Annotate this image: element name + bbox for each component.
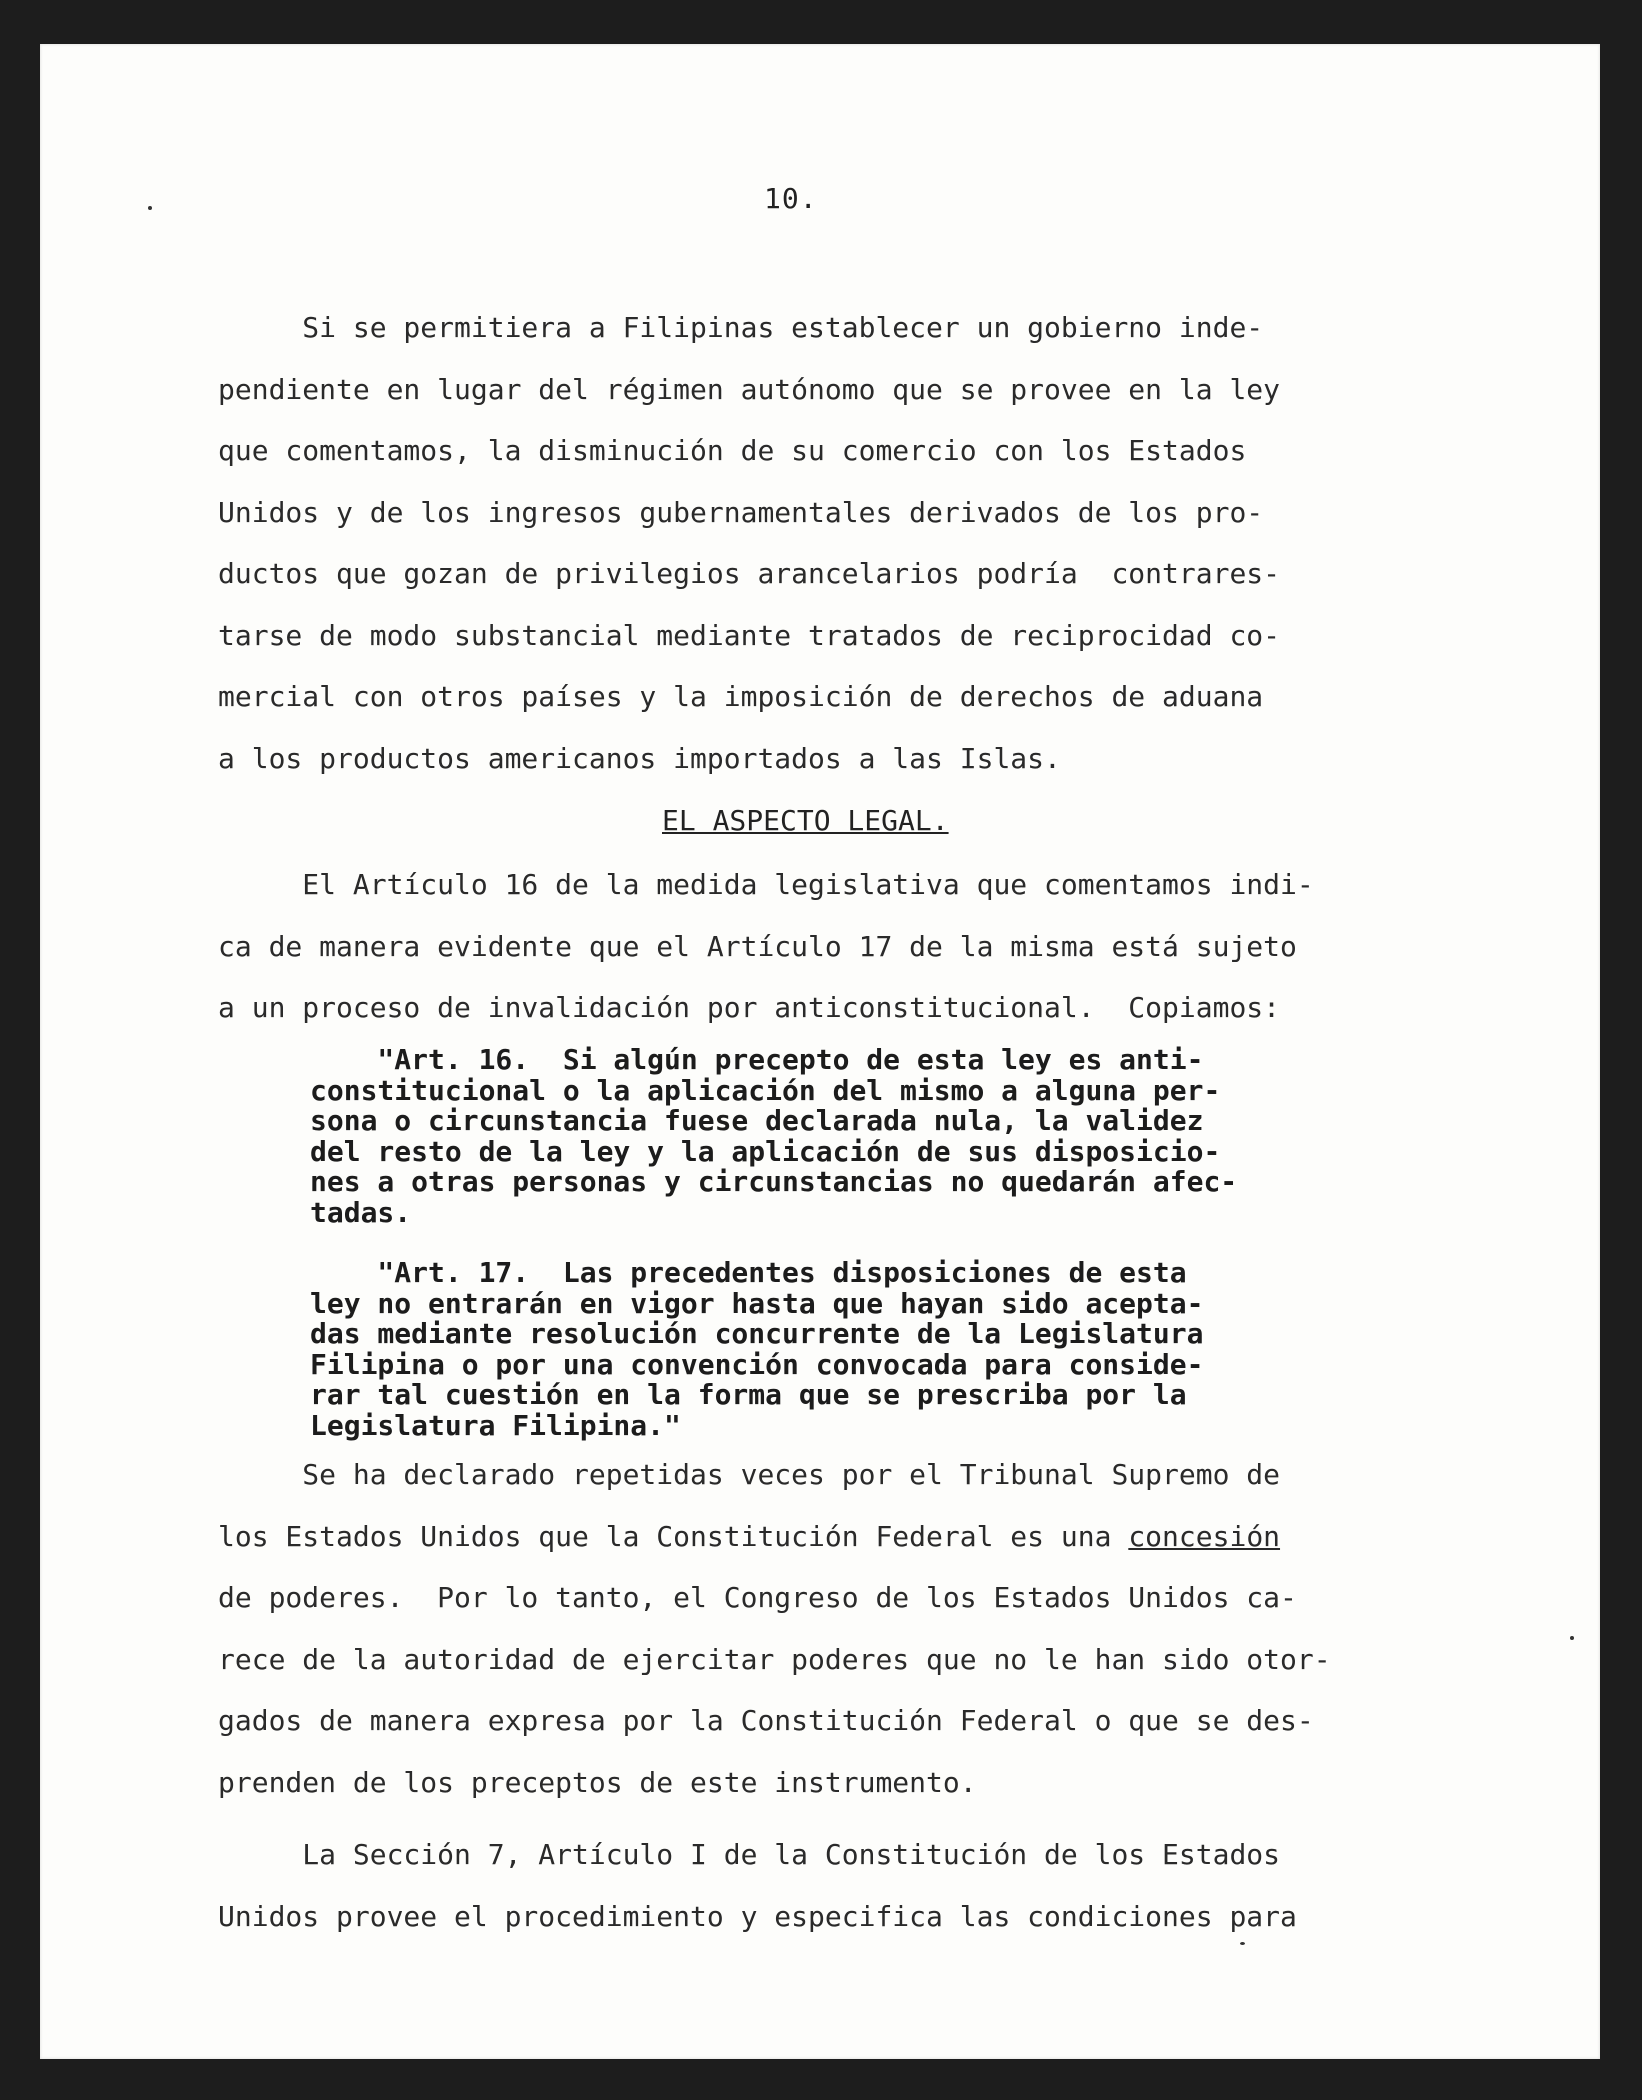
quote-line: rar tal cuestión en la forma que se prescriba por la (310, 1378, 1187, 1411)
paragraph-1 (218, 297, 1448, 789)
scan-speck (148, 206, 152, 210)
text-line: tarse de modo substancial mediante tratados de reciprocidad co- (218, 618, 1281, 652)
text-line: de poderes. Por lo tanto, el Congreso de los Estados Unidos ca- (218, 1581, 1297, 1614)
text-line: que comentamos, la disminución de su comercio con los Estados (218, 434, 1247, 467)
text-line: mercial con otros países y la imposición de derechos de aduana (218, 680, 1264, 713)
quote-article-16 (310, 1045, 1390, 1228)
document-page (40, 44, 1600, 2059)
page-number: 10. (764, 182, 818, 215)
text-segment: los Estados Unidos que la Constitución Federal es una (218, 1519, 1129, 1553)
scan-speck (1570, 1636, 1574, 1640)
quote-line: tadas. (310, 1195, 412, 1229)
text-line: Si se permitiera a Filipinas establecer un gobierno inde- (218, 311, 1264, 344)
quote-line: constitucional o la aplicación del mismo a alguna per- (310, 1073, 1221, 1107)
paragraph-3 (218, 1444, 1448, 1813)
scan-speck (1240, 1942, 1245, 1945)
text-line: Unidos y de los ingresos gubernamentales derivados de los pro- (218, 495, 1264, 529)
text-line (218, 1506, 1448, 1568)
quote-line: Filipina o por una convención convocada para conside- (310, 1347, 1204, 1381)
text-line: ca de manera evidente que el Artículo 17 de la misma está sujeto (218, 929, 1297, 963)
text-line: El Artículo 16 de la medida legislativa que comentamos indi- (218, 868, 1314, 901)
paragraph-4 (218, 1824, 1448, 1947)
text-line: gados de manera expresa por la Constitución Federal o que se des- (218, 1704, 1314, 1737)
quote-line: nes a otras personas y circunstancias no quedarán afec- (310, 1165, 1238, 1198)
quote-line: Legislatura Filipina." (310, 1408, 681, 1442)
quote-line: sona o circunstancia fuese declarada nula, la validez (310, 1104, 1204, 1137)
text-line: pendiente en lugar del régimen autónomo que se provee en la ley (218, 372, 1281, 406)
quote-article-17 (310, 1258, 1390, 1441)
quote-line: "Art. 16. Si algún precepto de esta ley es anti- (310, 1043, 1204, 1076)
text-line: a un proceso de invalidación por anticonstitucional. Copiamos: (218, 991, 1281, 1024)
quote-line: das mediante resolución concurrente de la Legislatura (310, 1317, 1204, 1350)
underlined-word: concesión (1128, 1519, 1281, 1553)
paragraph-2 (218, 854, 1448, 1039)
text-line: prenden de los preceptos de este instrumento. (218, 1765, 977, 1799)
text-line: Unidos provee el procedimiento y especifica las condiciones para (218, 1899, 1297, 1933)
text-line: a los productos americanos importados a las Islas. (218, 741, 1061, 775)
section-heading: EL ASPECTO LEGAL. (662, 804, 949, 837)
quote-line: del resto de la ley y la aplicación de sus disposicio- (310, 1134, 1221, 1168)
text-line: ductos que gozan de privilegios arancelarios podría contrares- (218, 557, 1281, 590)
text-line: Se ha declarado repetidas veces por el Tribunal Supremo de (218, 1458, 1281, 1491)
quote-line: ley no entrarán en vigor hasta que hayan sido acepta- (310, 1286, 1204, 1320)
quote-line: "Art. 17. Las precedentes disposiciones de esta (310, 1256, 1187, 1289)
text-line: La Sección 7, Artículo I de la Constitución de los Estados (218, 1838, 1281, 1871)
text-line: rece de la autoridad de ejercitar poderes que no le han sido otor- (218, 1642, 1331, 1676)
